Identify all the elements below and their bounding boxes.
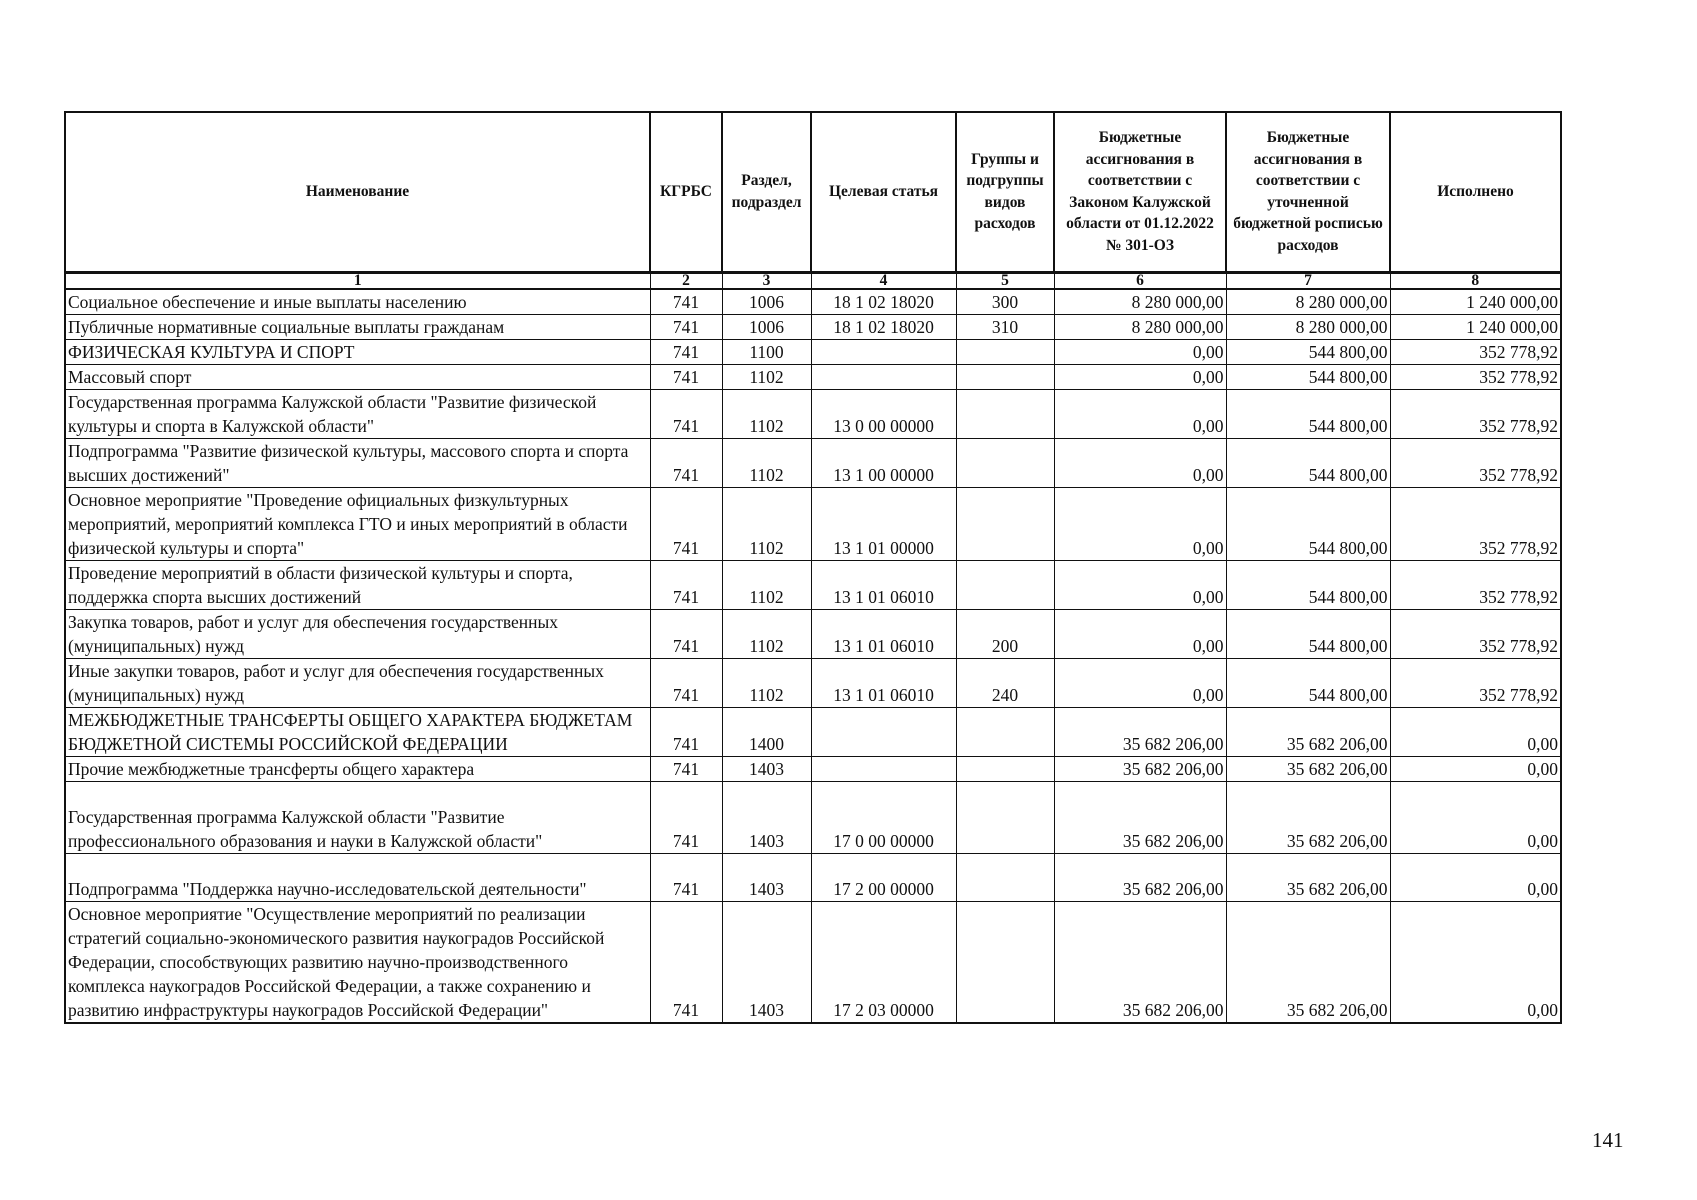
row-kgrbs: 741 xyxy=(650,609,722,658)
row-name: Проведение мероприятий в области физической культуры и спорта, поддержка спорта высших достижений xyxy=(65,560,650,609)
table-row xyxy=(65,438,1561,487)
row-rospis: 544 800,00 xyxy=(1226,487,1390,560)
row-razdel: 1102 xyxy=(722,487,811,560)
column-number: 3 xyxy=(722,272,811,289)
row-ispolneno: 0,00 xyxy=(1390,756,1561,781)
row-ispolneno: 0,00 xyxy=(1390,901,1561,1023)
row-rospis: 544 800,00 xyxy=(1226,658,1390,707)
row-ispolneno: 352 778,92 xyxy=(1390,364,1561,389)
row-ispolneno: 0,00 xyxy=(1390,707,1561,756)
table-row xyxy=(65,756,1561,781)
row-statya: 13 1 00 00000 xyxy=(811,438,956,487)
table-row xyxy=(65,487,1561,560)
row-statya xyxy=(811,364,956,389)
row-gruppa xyxy=(956,756,1054,781)
column-number: 1 xyxy=(65,272,650,289)
row-name: Массовый спорт xyxy=(65,364,650,389)
table-row xyxy=(65,781,1561,853)
row-gruppa: 300 xyxy=(956,289,1054,315)
header-statya: Целевая статья xyxy=(811,112,956,272)
row-kgrbs: 741 xyxy=(650,707,722,756)
table-row xyxy=(65,339,1561,364)
row-gruppa xyxy=(956,560,1054,609)
row-gruppa xyxy=(956,487,1054,560)
row-rospis: 8 280 000,00 xyxy=(1226,289,1390,315)
row-kgrbs: 741 xyxy=(650,853,722,901)
row-rospis: 35 682 206,00 xyxy=(1226,901,1390,1023)
row-name: Государственная программа Калужской области "Развитие физической культуры и спорта в Калужской области" xyxy=(65,389,650,438)
column-number-row xyxy=(65,272,1561,289)
row-ispolneno: 352 778,92 xyxy=(1390,438,1561,487)
row-razdel: 1403 xyxy=(722,781,811,853)
row-rospis: 35 682 206,00 xyxy=(1226,781,1390,853)
row-kgrbs: 741 xyxy=(650,364,722,389)
row-law: 0,00 xyxy=(1054,364,1226,389)
row-statya: 13 1 01 06010 xyxy=(811,609,956,658)
row-gruppa xyxy=(956,364,1054,389)
row-name: Социальное обеспечение и иные выплаты населению xyxy=(65,289,650,315)
row-name: Основное мероприятие "Осуществление мероприятий по реализации стратегий социально-экономического развития наукоградов Российской Федерации, способствующих развитию научно-производственного комплекса наукоградов Российской Федерации, а также сохранению и развитию инфраструктуры наукоградов Российской Федерации" xyxy=(65,901,650,1023)
column-number: 7 xyxy=(1226,272,1390,289)
row-kgrbs: 741 xyxy=(650,389,722,438)
row-ispolneno: 1 240 000,00 xyxy=(1390,314,1561,339)
row-rospis: 544 800,00 xyxy=(1226,438,1390,487)
header-row xyxy=(65,112,1561,272)
row-name: Закупка товаров, работ и услуг для обеспечения государственных (муниципальных) нужд xyxy=(65,609,650,658)
table-row xyxy=(65,314,1561,339)
row-rospis: 544 800,00 xyxy=(1226,389,1390,438)
row-law: 35 682 206,00 xyxy=(1054,756,1226,781)
row-law: 0,00 xyxy=(1054,658,1226,707)
row-kgrbs: 741 xyxy=(650,339,722,364)
row-kgrbs: 741 xyxy=(650,289,722,315)
column-number: 5 xyxy=(956,272,1054,289)
row-ispolneno: 352 778,92 xyxy=(1390,658,1561,707)
table-row xyxy=(65,389,1561,438)
page-number: 141 xyxy=(1592,1128,1624,1152)
row-rospis: 544 800,00 xyxy=(1226,609,1390,658)
row-ispolneno: 352 778,92 xyxy=(1390,389,1561,438)
header-name: Наименование xyxy=(65,112,650,272)
header-kgrbs: КГРБС xyxy=(650,112,722,272)
row-law: 0,00 xyxy=(1054,438,1226,487)
row-rospis: 544 800,00 xyxy=(1226,339,1390,364)
row-statya xyxy=(811,707,956,756)
row-law: 8 280 000,00 xyxy=(1054,289,1226,315)
row-rospis: 35 682 206,00 xyxy=(1226,853,1390,901)
row-law: 0,00 xyxy=(1054,339,1226,364)
row-razdel: 1102 xyxy=(722,658,811,707)
row-rospis: 8 280 000,00 xyxy=(1226,314,1390,339)
row-kgrbs: 741 xyxy=(650,901,722,1023)
header-ispolneno: Исполнено xyxy=(1390,112,1561,272)
row-statya: 13 1 01 00000 xyxy=(811,487,956,560)
row-statya: 17 0 00 00000 xyxy=(811,781,956,853)
header-law: Бюджетные ассигнования в соответствии с Законом Калужской области от 01.12.2022 № 301-ОЗ xyxy=(1054,112,1226,272)
row-law: 0,00 xyxy=(1054,487,1226,560)
row-razdel: 1102 xyxy=(722,389,811,438)
row-name: Подпрограмма "Поддержка научно-исследовательской деятельности" xyxy=(65,853,650,901)
row-name: ФИЗИЧЕСКАЯ КУЛЬТУРА И СПОРТ xyxy=(65,339,650,364)
row-kgrbs: 741 xyxy=(650,756,722,781)
row-statya: 13 0 00 00000 xyxy=(811,389,956,438)
row-kgrbs: 741 xyxy=(650,781,722,853)
row-name: Основное мероприятие "Проведение официальных физкультурных мероприятий, мероприятий комплекса ГТО и иных мероприятий в области физической культуры и спорта" xyxy=(65,487,650,560)
table-row xyxy=(65,901,1561,1023)
row-gruppa xyxy=(956,781,1054,853)
row-gruppa xyxy=(956,707,1054,756)
row-law: 35 682 206,00 xyxy=(1054,781,1226,853)
row-gruppa xyxy=(956,901,1054,1023)
header-gruppa: Группы и подгруппы видов расходов xyxy=(956,112,1054,272)
row-kgrbs: 741 xyxy=(650,658,722,707)
row-statya: 13 1 01 06010 xyxy=(811,658,956,707)
row-kgrbs: 741 xyxy=(650,314,722,339)
row-kgrbs: 741 xyxy=(650,560,722,609)
row-gruppa xyxy=(956,389,1054,438)
row-law: 35 682 206,00 xyxy=(1054,901,1226,1023)
row-ispolneno: 352 778,92 xyxy=(1390,487,1561,560)
row-razdel: 1102 xyxy=(722,560,811,609)
row-kgrbs: 741 xyxy=(650,487,722,560)
row-name: Прочие межбюджетные трансферты общего характера xyxy=(65,756,650,781)
row-ispolneno: 352 778,92 xyxy=(1390,560,1561,609)
table-row xyxy=(65,658,1561,707)
row-statya: 17 2 00 00000 xyxy=(811,853,956,901)
table-row xyxy=(65,707,1561,756)
row-ispolneno: 0,00 xyxy=(1390,853,1561,901)
row-gruppa: 240 xyxy=(956,658,1054,707)
row-gruppa: 200 xyxy=(956,609,1054,658)
row-razdel: 1006 xyxy=(722,314,811,339)
table-row xyxy=(65,289,1561,315)
row-razdel: 1102 xyxy=(722,364,811,389)
column-number: 8 xyxy=(1390,272,1561,289)
row-razdel: 1403 xyxy=(722,853,811,901)
row-kgrbs: 741 xyxy=(650,438,722,487)
row-ispolneno: 352 778,92 xyxy=(1390,609,1561,658)
row-law: 0,00 xyxy=(1054,560,1226,609)
row-statya: 13 1 01 06010 xyxy=(811,560,956,609)
row-razdel: 1102 xyxy=(722,438,811,487)
row-law: 8 280 000,00 xyxy=(1054,314,1226,339)
row-ispolneno: 1 240 000,00 xyxy=(1390,289,1561,315)
row-razdel: 1006 xyxy=(722,289,811,315)
table-row xyxy=(65,853,1561,901)
row-name: Государственная программа Калужской области "Развитие профессионального образования и науки в Калужской области" xyxy=(65,781,650,853)
row-rospis: 544 800,00 xyxy=(1226,560,1390,609)
row-razdel: 1403 xyxy=(722,756,811,781)
row-statya: 17 2 03 00000 xyxy=(811,901,956,1023)
header-razdel: Раздел, подраздел xyxy=(722,112,811,272)
row-name: Иные закупки товаров, работ и услуг для обеспечения государственных (муниципальных) нужд xyxy=(65,658,650,707)
table-row xyxy=(65,560,1561,609)
row-law: 35 682 206,00 xyxy=(1054,707,1226,756)
row-rospis: 544 800,00 xyxy=(1226,364,1390,389)
header-rospis: Бюджетные ассигнования в соответствии с уточненной бюджетной росписью расходов xyxy=(1226,112,1390,272)
row-razdel: 1400 xyxy=(722,707,811,756)
budget-table xyxy=(64,111,1562,1024)
budget-table-container xyxy=(64,111,1562,1024)
row-name: МЕЖБЮДЖЕТНЫЕ ТРАНСФЕРТЫ ОБЩЕГО ХАРАКТЕРА БЮДЖЕТАМ БЮДЖЕТНОЙ СИСТЕМЫ РОССИЙСКОЙ ФЕДЕРАЦИИ xyxy=(65,707,650,756)
row-razdel: 1403 xyxy=(722,901,811,1023)
row-statya: 18 1 02 18020 xyxy=(811,314,956,339)
column-number: 2 xyxy=(650,272,722,289)
table-row xyxy=(65,609,1561,658)
table-row xyxy=(65,364,1561,389)
row-gruppa xyxy=(956,853,1054,901)
row-statya: 18 1 02 18020 xyxy=(811,289,956,315)
row-law: 35 682 206,00 xyxy=(1054,853,1226,901)
row-name: Подпрограмма "Развитие физической культуры, массового спорта и спорта высших достижений" xyxy=(65,438,650,487)
row-razdel: 1100 xyxy=(722,339,811,364)
row-razdel: 1102 xyxy=(722,609,811,658)
column-number: 4 xyxy=(811,272,956,289)
row-rospis: 35 682 206,00 xyxy=(1226,707,1390,756)
row-gruppa: 310 xyxy=(956,314,1054,339)
row-law: 0,00 xyxy=(1054,389,1226,438)
row-ispolneno: 352 778,92 xyxy=(1390,339,1561,364)
row-rospis: 35 682 206,00 xyxy=(1226,756,1390,781)
row-statya xyxy=(811,339,956,364)
row-ispolneno: 0,00 xyxy=(1390,781,1561,853)
row-statya xyxy=(811,756,956,781)
row-gruppa xyxy=(956,339,1054,364)
column-number: 6 xyxy=(1054,272,1226,289)
row-law: 0,00 xyxy=(1054,609,1226,658)
row-name: Публичные нормативные социальные выплаты гражданам xyxy=(65,314,650,339)
row-gruppa xyxy=(956,438,1054,487)
